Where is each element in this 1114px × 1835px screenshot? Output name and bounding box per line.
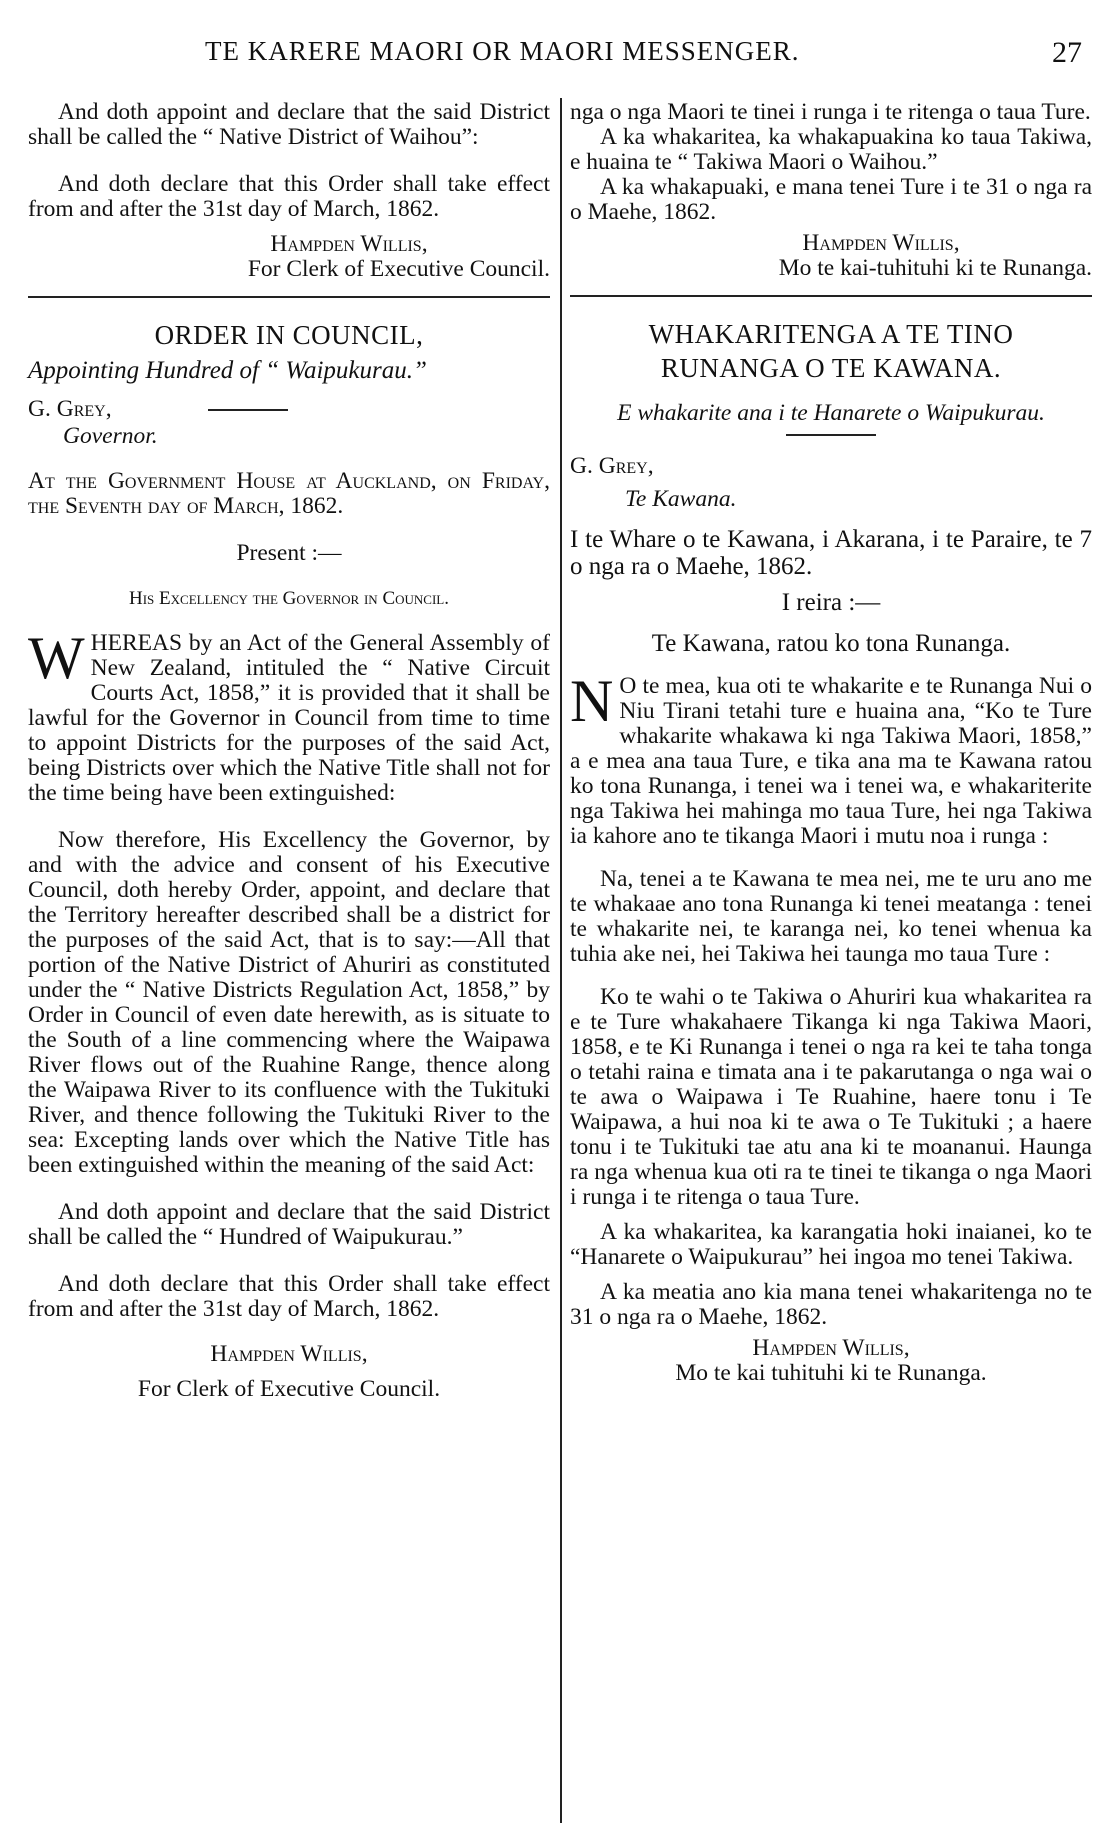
maori-paragraph: Na, tenei a te Kawana te mea nei, me te uru ano me te whakaae ano tona Runanga ki tenei meatanga : tenei te whakarite nei, te karanga nei, ko tenei whenua ka tuhia ake nei, hei Takiwa hei taunga mo taua Ture : — [570, 866, 1092, 967]
maori-paragraph: A ka whakaritea, ka karangatia hoki inaianei, ko te “Hanarete o Waipukurau” hei ingoa mo tenei Takiwa. — [570, 1219, 1092, 1270]
present-label: I reira :— — [781, 589, 881, 616]
meeting-place: I te Whare o te Kawana, i Akarana, i te Paraire, te 7 o nga ra o Maehe, 1862. — [570, 526, 1092, 580]
maori-paragraph: A ka whakaritea, ka whakapuakina ko taua Takiwa, e huaina te “ Takiwa Maori o Waihou.” — [570, 124, 1092, 175]
english-paragraph: And doth appoint and declare that the said District shall be called the “ Hundred of Waipukurau.” — [28, 1199, 550, 1250]
governor-block — [28, 397, 550, 457]
governor-title: Governor. — [63, 423, 158, 449]
signatory-title: Mo te kai tuhituhi ki te Runanga. — [675, 1360, 987, 1386]
english-paragraph: And doth declare that this Order shall take effect from and after the 31st day of March, 1862. — [28, 1271, 550, 1322]
page-number: 27 — [1052, 36, 1082, 69]
maori-column — [570, 100, 1092, 1386]
signatory-name: Hampden Willis, — [210, 1341, 368, 1367]
signatory-name: Hampden Willis, — [802, 230, 960, 256]
maori-paragraph: A ka whakapuaki, e mana tenei Ture i te 31 o nga ra o Maehe, 1862. — [570, 174, 1092, 225]
signatory-title: For Clerk of Executive Council. — [137, 1376, 441, 1402]
whereas-text: HEREAS by an Act of the General Assembly of New Zealand, intituled the “ Native Circuit Courts Act, 1858,” it is provided that it shall be lawful for the Governor in Council from time to time to appoint Districts for the purposes of the said Act, being Districts over which the Native Title shall not for the time being have been extinguished: — [28, 630, 550, 806]
council-line: Te Kawana, ratou ko tona Runanga. — [651, 630, 1011, 657]
heading-rule — [786, 434, 876, 436]
signature-block — [570, 231, 1092, 281]
english-paragraph: Now therefore, His Excellency the Governor, by and with the advice and consent of his Executive Council, doth hereby Order, appoint, and declare that the Territory hereafter described shall be a district for the purposes of the said Act, that is to say:—All that portion of the Native District of Ahuriri as constituted under the “ Native Districts Regulation Act, 1858,” by Order in Council of even date herewith, as is situate to the South of a line commencing where the Waipawa River flows out of the Ruahine Range, thence along the Waipawa River to its confluence with the Tukituki River, and thence following the Tukituki River to the sea: Excepting lands over which the Native Title has been extinguished within the meaning of the said Act: — [28, 827, 550, 1178]
signatory-name: Hampden Willis, — [270, 231, 428, 257]
english-column — [28, 100, 550, 1402]
newspaper-title: TE KARERE MAORI OR MAORI MESSENGER. — [205, 36, 800, 66]
drop-cap: W — [28, 625, 85, 691]
drop-cap: N — [570, 668, 614, 734]
no-paragraph — [570, 668, 1092, 849]
order-subtitle: Appointing Hundred of “ Waipukurau.” — [28, 357, 427, 384]
column-divider — [560, 98, 562, 1823]
order-heading: WHAKARITENGA A TE TINO RUNANGA O TE KAWANA. — [648, 319, 1014, 383]
maori-paragraph: A ka meatia ano kia mana tenei whakaritenga no te 31 o nga ra o Maehe, 1862. — [570, 1279, 1092, 1330]
signature-block — [28, 232, 550, 282]
governor-title: Te Kawana. — [625, 486, 737, 512]
governor-name: G. Grey, — [570, 453, 654, 479]
order-subtitle: E whakarite ana i te Hanarete o Waipukurau. — [617, 400, 1045, 426]
signature-block — [28, 1342, 550, 1402]
page-header — [0, 36, 1114, 76]
signature-block — [570, 1336, 1092, 1386]
section-rule — [570, 295, 1092, 297]
governor-name: G. Grey, — [28, 396, 112, 422]
whereas-paragraph — [28, 625, 550, 806]
english-paragraph: And doth appoint and declare that the said District shall be called the “ Native District of Waihou”: — [28, 99, 550, 150]
signatory-title: For Clerk of Executive Council. — [247, 256, 550, 282]
council-line: His Excellency the Governor in Council. — [129, 588, 449, 609]
signatory-name: Hampden Willis, — [752, 1335, 910, 1361]
no-text: O te mea, kua oti te whakarite e te Runanga Nui o Niu Tirani tetahi ture e huaina ana, “Ko te Ture whakarite whakawa ki nga Takiwa Maori, 1858,” a e mea ana taua Ture, e tika ana ma te Kawana ratou ko tona Runanga, i tenei wa i tenei wa, e whakariterite nga Takiwa hei mahinga mo taua Ture, hei nga Takiwa ia kahore ano te tikanga Maori i mutu noa i runga : — [570, 673, 1092, 849]
english-paragraph: And doth declare that this Order shall take effect from and after the 31st day of March, 1862. — [28, 171, 550, 222]
meeting-place: At the Government House at Auckland, on Friday, the Seventh day of March, 1862. — [28, 468, 550, 519]
maori-paragraph: Ko te wahi o te Takiwa o Ahuriri kua whakaritea ra e te Ture whakahaere Tikanga ki nga Takiwa Maori, 1858, e te Ki Runanga i tenei o nga ra kei te taha tonga o tetahi raina e timata ana i te pakarutanga o nga wai o te awa o Waipawa i Te Ruahine, haere tonu i Te Waipawa, a hui noa ki te awa o Te Tukituki ; a haere tonu i te Tukituki tae atu ana ki te moananui. Haunga ra nga whenua kua oti ra te tinei te tikanga o nga Maori i runga i te ritenga o taua Ture. — [570, 984, 1092, 1210]
section-rule — [28, 296, 550, 298]
governor-rule — [208, 409, 288, 411]
order-heading: ORDER IN COUNCIL, — [154, 320, 424, 350]
present-label: Present :— — [236, 540, 342, 566]
signatory-title: Mo te kai-tuhituhi ki te Runanga. — [778, 255, 1092, 281]
maori-paragraph: nga o nga Maori te tinei i runga i te ritenga o taua Ture. — [570, 99, 1091, 125]
